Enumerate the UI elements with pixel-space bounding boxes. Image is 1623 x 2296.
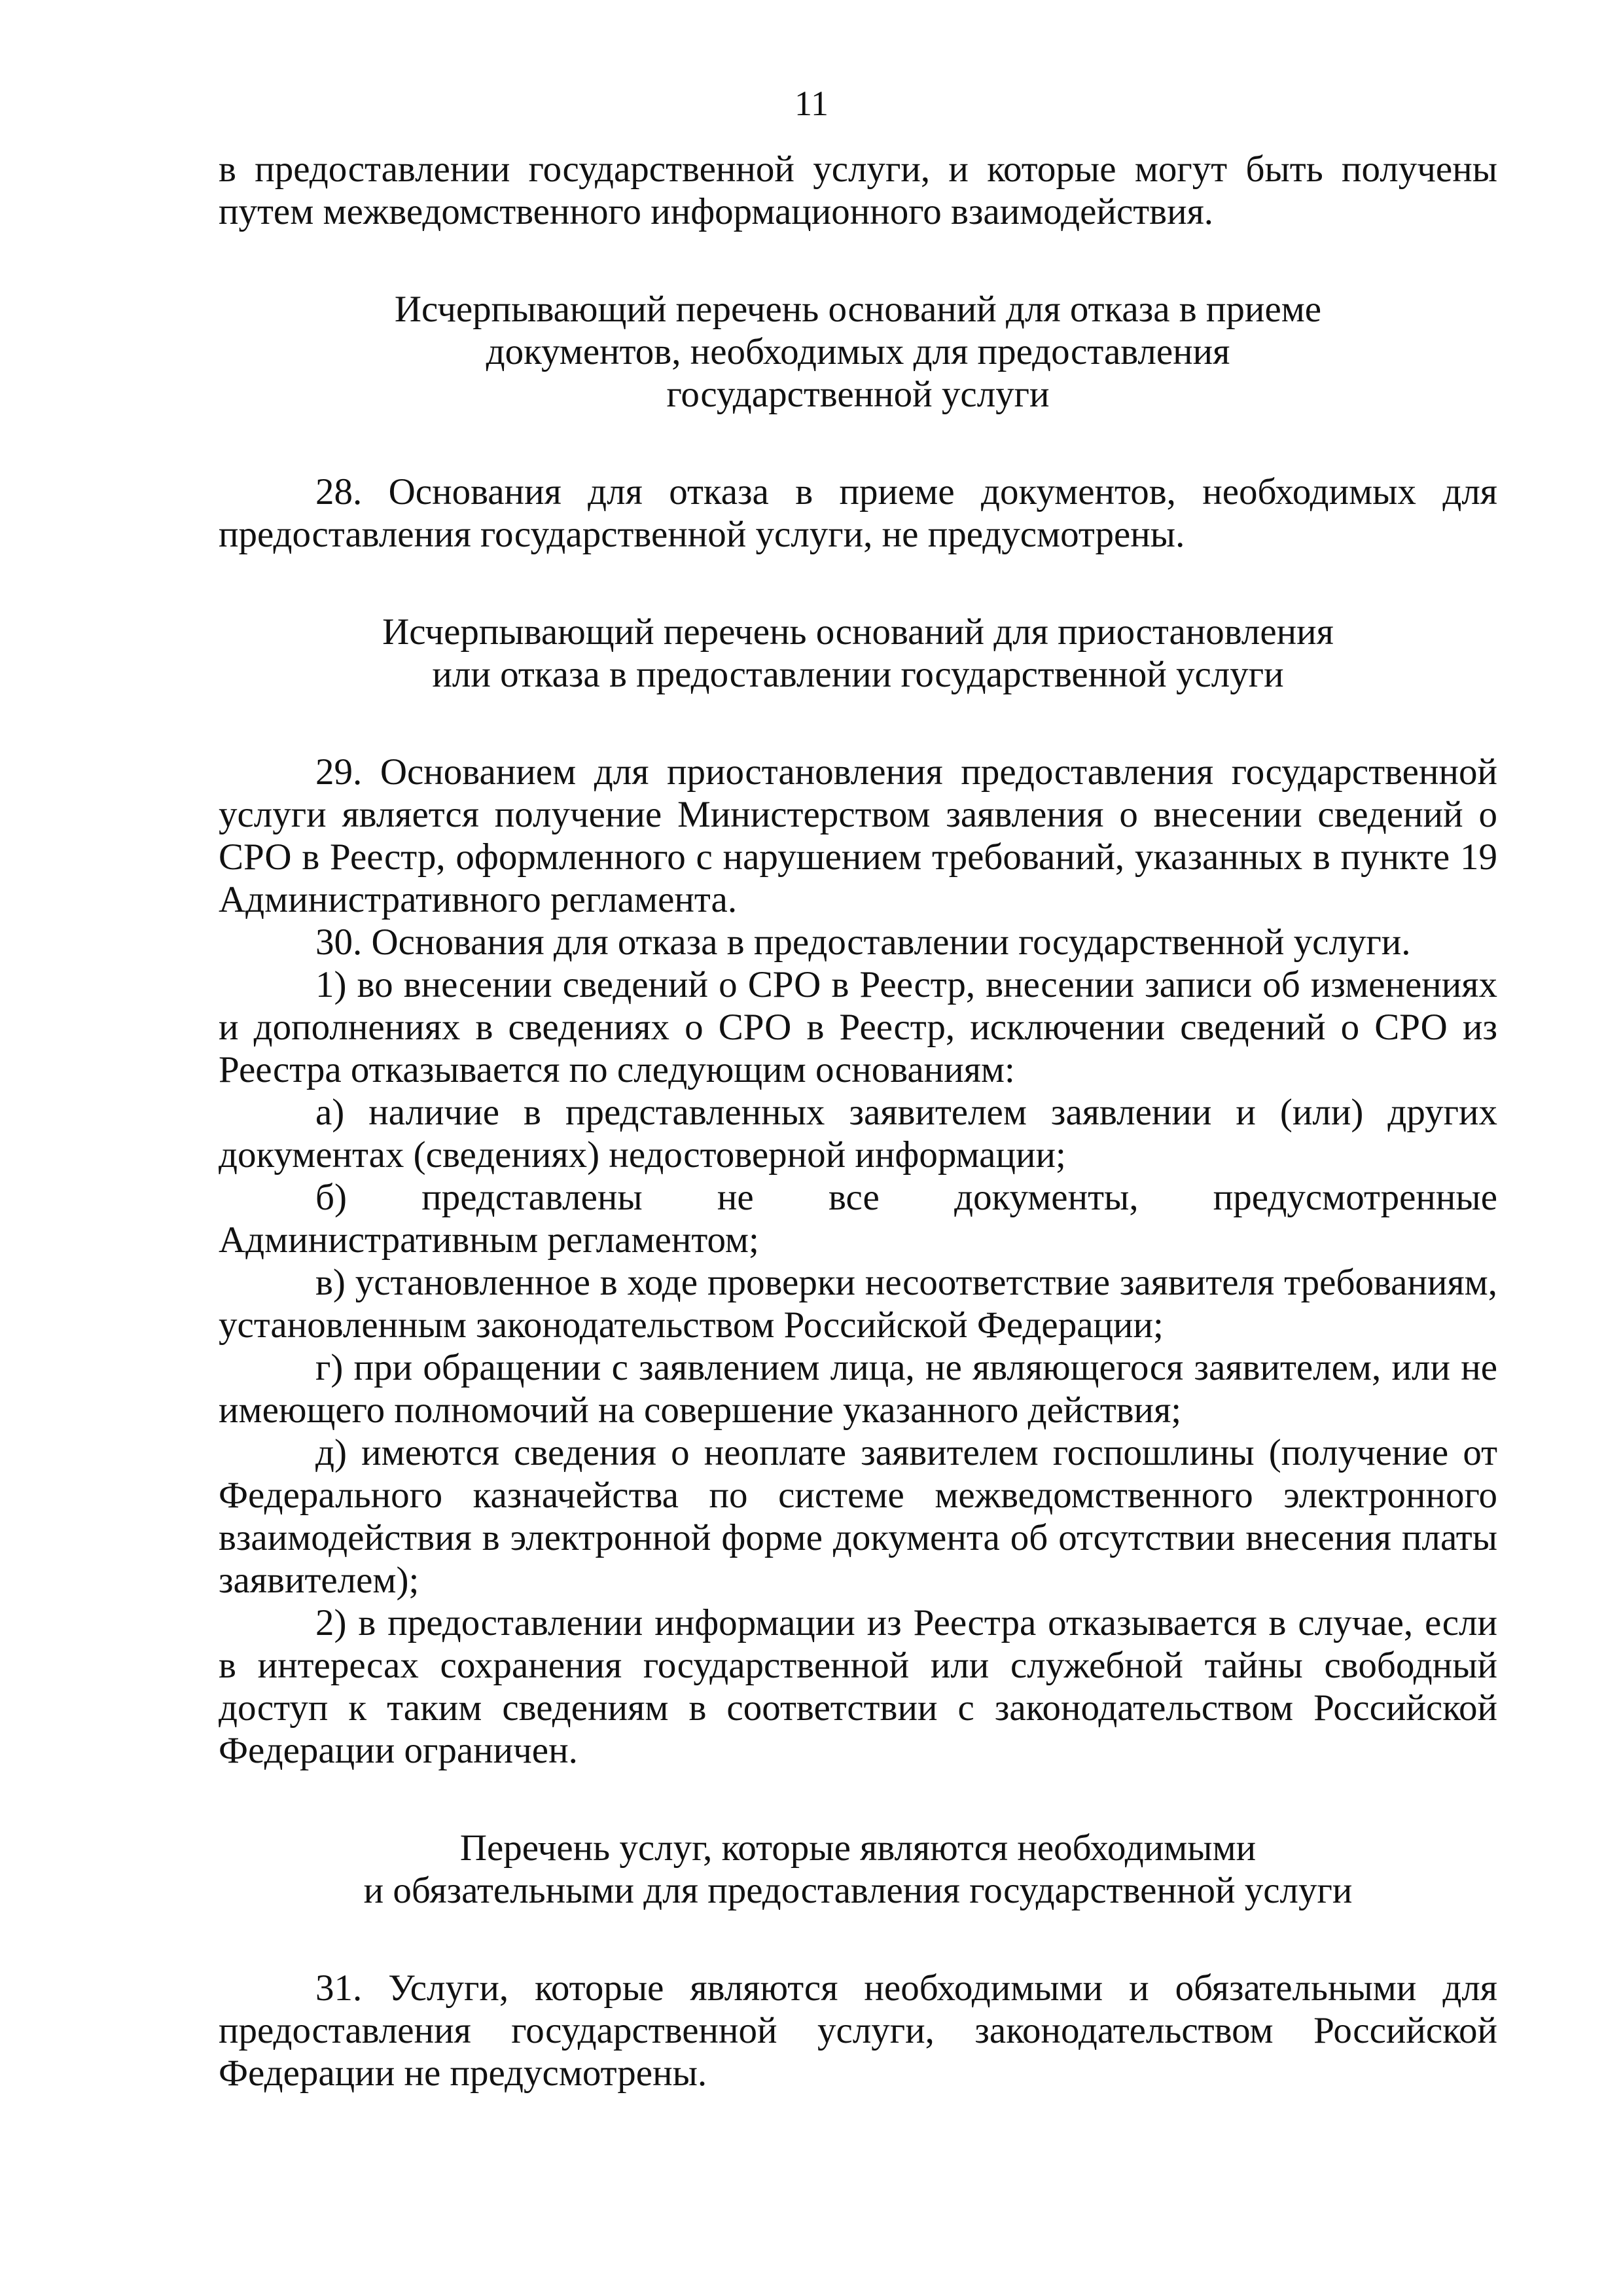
heading-line: Перечень услуг, которые являются необходимыми bbox=[459, 1827, 1257, 1869]
heading-line: и обязательными для предоставления государственной услуги bbox=[363, 1870, 1353, 1911]
heading-line: государственной услуги bbox=[666, 374, 1050, 415]
page-number: 11 bbox=[794, 84, 829, 123]
paragraph-30-1-d: д) имеются сведения о неоплате заявителем госпошлины (получение от Федерального казначейства по системе межведомственного электронного взаимодействия в электронной форме документа об отсутствии внесения платы заявителем); bbox=[219, 1432, 1497, 1601]
paragraph-29: 29. Основанием для приостановления предоставления государственной услуги является получение Министерством заявления о внесении сведений о СРО в Реестр, оформленного с нарушением требований, указанных в пункте 19 Административного регламента. bbox=[219, 751, 1497, 920]
paragraph-30-2: 2) в предоставлении информации из Реестра отказывается в случае, если в интересах сохранения государственной или служебной тайны свободный доступ к таким сведениям в соответствии с законодательством Российской Федерации ограничен. bbox=[219, 1602, 1497, 1771]
paragraph-30-1: 1) во внесении сведений о СРО в Реестр, внесении записи об изменениях и дополнениях в сведениях о СРО в Реестр, исключении сведений о СРО из Реестра отказывается по следующим основаниям: bbox=[219, 964, 1497, 1090]
heading-line: или отказа в предоставлении государственной услуги bbox=[432, 654, 1284, 695]
heading-line: документов, необходимых для предоставления bbox=[486, 331, 1230, 372]
paragraph-28: 28. Основания для отказа в приеме документов, необходимых для предоставления государственной услуги, не предусмотрены. bbox=[219, 471, 1497, 555]
heading-line: Исчерпывающий перечень оснований для приостановления bbox=[382, 611, 1334, 653]
paragraph-30: 30. Основания для отказа в предоставлении государственной услуги. bbox=[315, 922, 1411, 963]
paragraph-30-1-v: в) установленное в ходе проверки несоответствие заявителя требованиям, установленным законодательством Российской Федерации; bbox=[219, 1262, 1497, 1346]
paragraph-30-1-a: а) наличие в представленных заявителем заявлении и (или) других документах (сведениях) недостоверной информации; bbox=[219, 1092, 1497, 1175]
paragraph-31: 31. Услуги, которые являются необходимыми и обязательными для предоставления государственной услуги, законодательством Российской Федерации не предусмотрены. bbox=[219, 1967, 1497, 2094]
section-heading-suspension-refusal bbox=[219, 611, 1497, 696]
section-heading-required-services bbox=[219, 1827, 1497, 1912]
document-body bbox=[219, 0, 1497, 2094]
heading-line: Исчерпывающий перечень оснований для отказа в приеме bbox=[394, 289, 1322, 330]
continuation-paragraph: в предоставлении государственной услуги, и которые могут быть получены путем межведомственного информационного взаимодействия. bbox=[219, 149, 1497, 232]
section-heading-refusal-acceptance bbox=[219, 288, 1497, 416]
paragraph-30-1-b: б) представлены не все документы, предусмотренные Административным регламентом; bbox=[219, 1177, 1497, 1261]
paragraph-30-1-g: г) при обращении с заявлением лица, не являющегося заявителем, или не имеющего полномочий на совершение указанного действия; bbox=[219, 1347, 1497, 1431]
